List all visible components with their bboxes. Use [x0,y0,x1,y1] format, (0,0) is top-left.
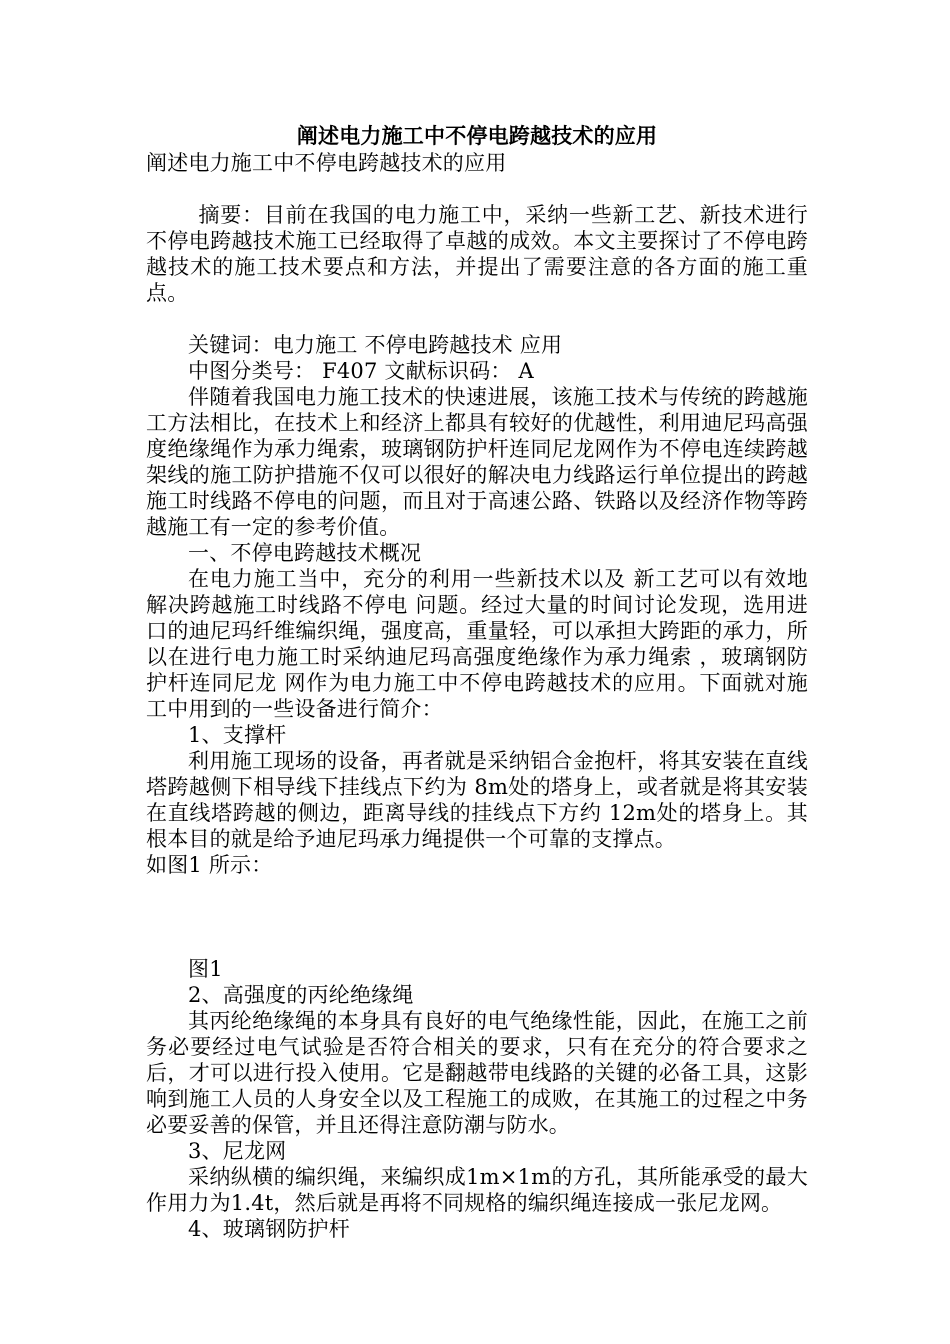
item-heading: 4、玻璃钢防护杆 [188,1217,350,1241]
document-title: 阐述电力施工中不停电跨越技术的应用 [296,123,658,148]
item-heading: 3、尼龙网 [188,1139,287,1163]
document-subtitle: 阐述电力施工中不停电跨越技术的应用 [146,151,507,175]
figure-reference: 如图1 所示： [146,853,273,877]
item-paragraph: 其丙纶绝缘绳的本身具有良好的电气绝缘性能，因此，在施工之前务必要经过电气试验是否符合相关的要求，只有在充分的符合要求之后，才可以进行投入使用。它是翻越带电线路的关键的必备工具，这影响到施工人员的人身安全以及工程施工的成败，在其施工的过程之中务必要妥善的保管，并且还得注意防潮与防水。 [146,1009,808,1137]
figure-placeholder [146,878,808,956]
document-body [146,122,808,1242]
item-heading: 2、高强度的丙纶绝缘绳 [188,983,414,1007]
item-paragraph: 利用施工现场的设备，再者就是采纳铝合金抱杆，将其安装在直线塔跨越侧下相导线下挂线点下约为 8m处的塔身上，或者就是将其安装在直线塔跨越的侧边，距离导线的挂线点下方约 12m处的塔身上。其根本目的就是给予迪尼玛承力绳提供一个可靠的支撑点。 [146,749,808,851]
abstract-paragraph: 摘要：目前在我国的电力施工中，采纳一些新工艺、新技术进行不停电跨越技术施工已经取得了卓越的成效。本文主要探讨了不停电跨越技术的施工技术要点和方法，并提出了需要注意的各方面的施工重点。 [146,203,808,305]
section-heading: 一、不停电跨越技术概况 [188,541,422,565]
intro-paragraph: 伴随着我国电力施工技术的快速进展，该施工技术与传统的跨越施工方法相比，在技术上和经济上都具有较好的优越性，利用迪尼玛高强度绝缘绳作为承力绳索，玻璃钢防护杆连同尼龙网作为不停电连续跨越架线的施工防护措施不仅可以很好的解决电力线路运行单位提出的跨越施工时线路不停电的问题，而且对于高速公路、铁路以及经济作物等跨越施工有一定的参考价值。 [146,385,808,539]
item-heading: 1、支撑杆 [188,723,287,747]
item-paragraph: 采纳纵横的编织绳，来编织成1m×1m的方孔，其所能承受的最大作用力为1.4t，然后就是再将不同规格的编织绳连接成一张尼龙网。 [146,1165,808,1215]
section-paragraph: 在电力施工当中，充分的利用一些新技术以及 新工艺可以有效地解决跨越施工时线路不停电 问题。经过大量的时间讨论发现，选用进口的迪尼玛纤维编织绳，强度高，重量轻，可以承担大跨距的承力，所以在进行电力施工时采纳迪尼玛高强度绝缘作为承力绳索 ，玻璃钢防护杆连同尼龙 网作为电力施工中不停电跨越技术的应用。下面就对施工中用到的一些设备进行简介： [146,567,808,721]
keywords-line: 关键词：电力施工 不停电跨越技术 应用 [188,333,563,357]
figure-caption: 图1 [188,957,223,981]
classification-line: 中图分类号： F407 文献标识码： A [188,359,534,383]
